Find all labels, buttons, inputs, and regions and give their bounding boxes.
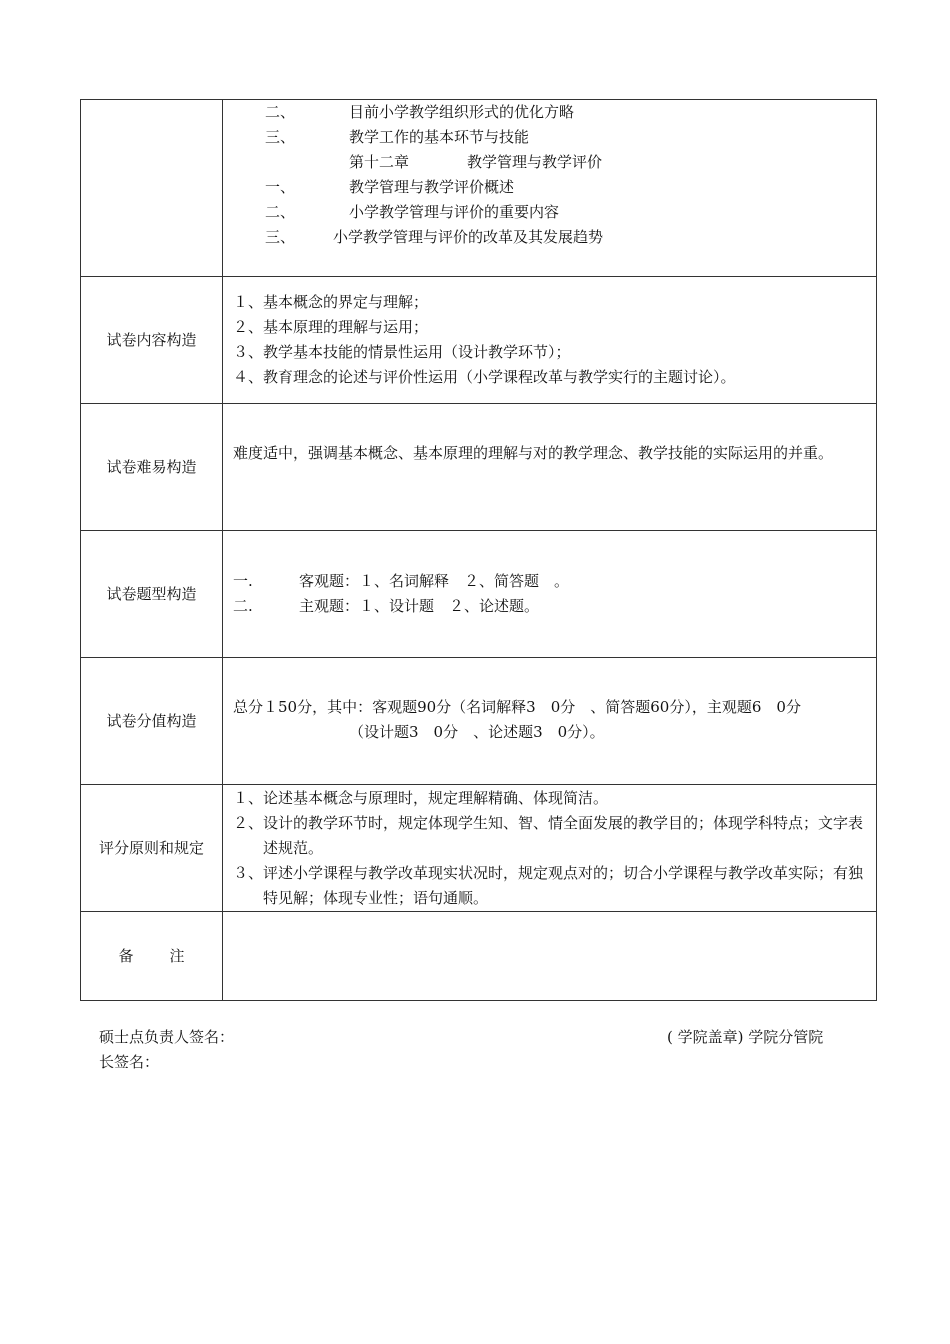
outline-item-text: 教学工作的基本环节与技能 (349, 128, 530, 146)
outline-item (233, 225, 866, 250)
outline-item-text: 教学管理与教学评价概述 (349, 178, 515, 196)
row-label: 试卷题型构造 (81, 531, 223, 657)
content-line: １、基本概念的界定与理解； (233, 293, 429, 311)
table-row-question-types (81, 530, 876, 657)
exam-structure-table (80, 99, 877, 1001)
chapter-heading (233, 150, 866, 175)
content-line: ４、教育理念的论述与评价性运用（小学课程改革与教学实行的主题讨论）。 (233, 368, 736, 386)
remarks-label-part: 注 (169, 946, 185, 965)
item-text: 客观题：１、名词解释 ２、简答题 。 (299, 572, 570, 590)
outline-item-text: 目前小学教学组织形式的优化方略 (349, 103, 575, 121)
item-number: 二. (233, 597, 253, 615)
row-label: 试卷难易构造 (81, 404, 223, 530)
outline-item-text: 小学教学管理与评价的改革及其发展趋势 (333, 228, 604, 246)
chapter-outline (223, 100, 876, 276)
row-label-empty (81, 100, 223, 276)
item-number: 一. (233, 572, 253, 590)
row-label: 评分原则和规定 (81, 785, 223, 911)
table-row-score-structure (81, 657, 876, 784)
outline-item (233, 125, 866, 150)
table-row-remarks (81, 911, 876, 1000)
item-text: 主观题：１、设计题 ２、论述题。 (299, 597, 540, 615)
remarks-content (223, 912, 876, 1000)
outline-item-number: 一、 (265, 178, 296, 196)
outline-item (233, 100, 866, 125)
content-line (233, 569, 866, 594)
chapter-number: 第十二章 (349, 153, 410, 171)
row-label: 试卷内容构造 (81, 277, 223, 403)
chapter-title: 教学管理与教学评价 (467, 153, 603, 171)
row-label: 试卷分值构造 (81, 658, 223, 784)
table-row-chapter-outline (81, 100, 876, 276)
outline-item-number: 二、 (265, 203, 296, 221)
outline-item-number: 三、 (265, 228, 296, 246)
signature-label: 硕士点负责人签名： (99, 1028, 235, 1046)
content-line: （设计题3 0分 、论述题3 0分）。 (349, 723, 605, 741)
seal-label: ( 学院盖章) 学院分管院 (667, 1028, 824, 1046)
remarks-label-part: 备 (118, 946, 134, 965)
content-line: ２、基本原理的理解与运用； (233, 318, 429, 336)
signature-label-continued: 长签名： (99, 1053, 160, 1071)
table-row-content-structure (81, 276, 876, 403)
outline-item-text: 小学教学管理与评价的重要内容 (349, 203, 560, 221)
row-content (223, 658, 876, 784)
row-content: 难度适中，强调基本概念、基本原理的理解与对的教学理念、教学技能的实际运用的并重。 (233, 444, 834, 462)
content-line: ２、设计的教学环节时，规定体现学生知、智、情全面发展的教学目的；体现学科特点；文字表述规范。 (233, 814, 864, 857)
outline-item (233, 175, 866, 200)
table-row-difficulty-structure (81, 403, 876, 530)
row-content (223, 785, 876, 911)
outline-item (233, 200, 866, 225)
content-line: 总分１50分，其中：客观题90分（名词解释3 0分 、简答题60分），主观题6 0分 (233, 698, 801, 716)
signature-block (99, 1025, 234, 1075)
table-row-grading-rules (81, 784, 876, 911)
row-label-remarks (81, 912, 223, 1000)
outline-item-number: 二、 (265, 103, 296, 121)
content-line: ３、教学基本技能的情景性运用（设计教学环节）； (233, 343, 571, 361)
row-content (223, 531, 876, 657)
content-line: １、论述基本概念与原理时，规定理解精确、体现简洁。 (233, 789, 609, 807)
row-content (223, 277, 876, 403)
content-line (233, 594, 866, 619)
outline-item-number: 三、 (265, 128, 296, 146)
content-line: ３、评述小学课程与教学改革现实状况时，规定观点对的；切合小学课程与教学改革实际；有独特见解；体现专业性；语句通顺。 (233, 864, 864, 907)
